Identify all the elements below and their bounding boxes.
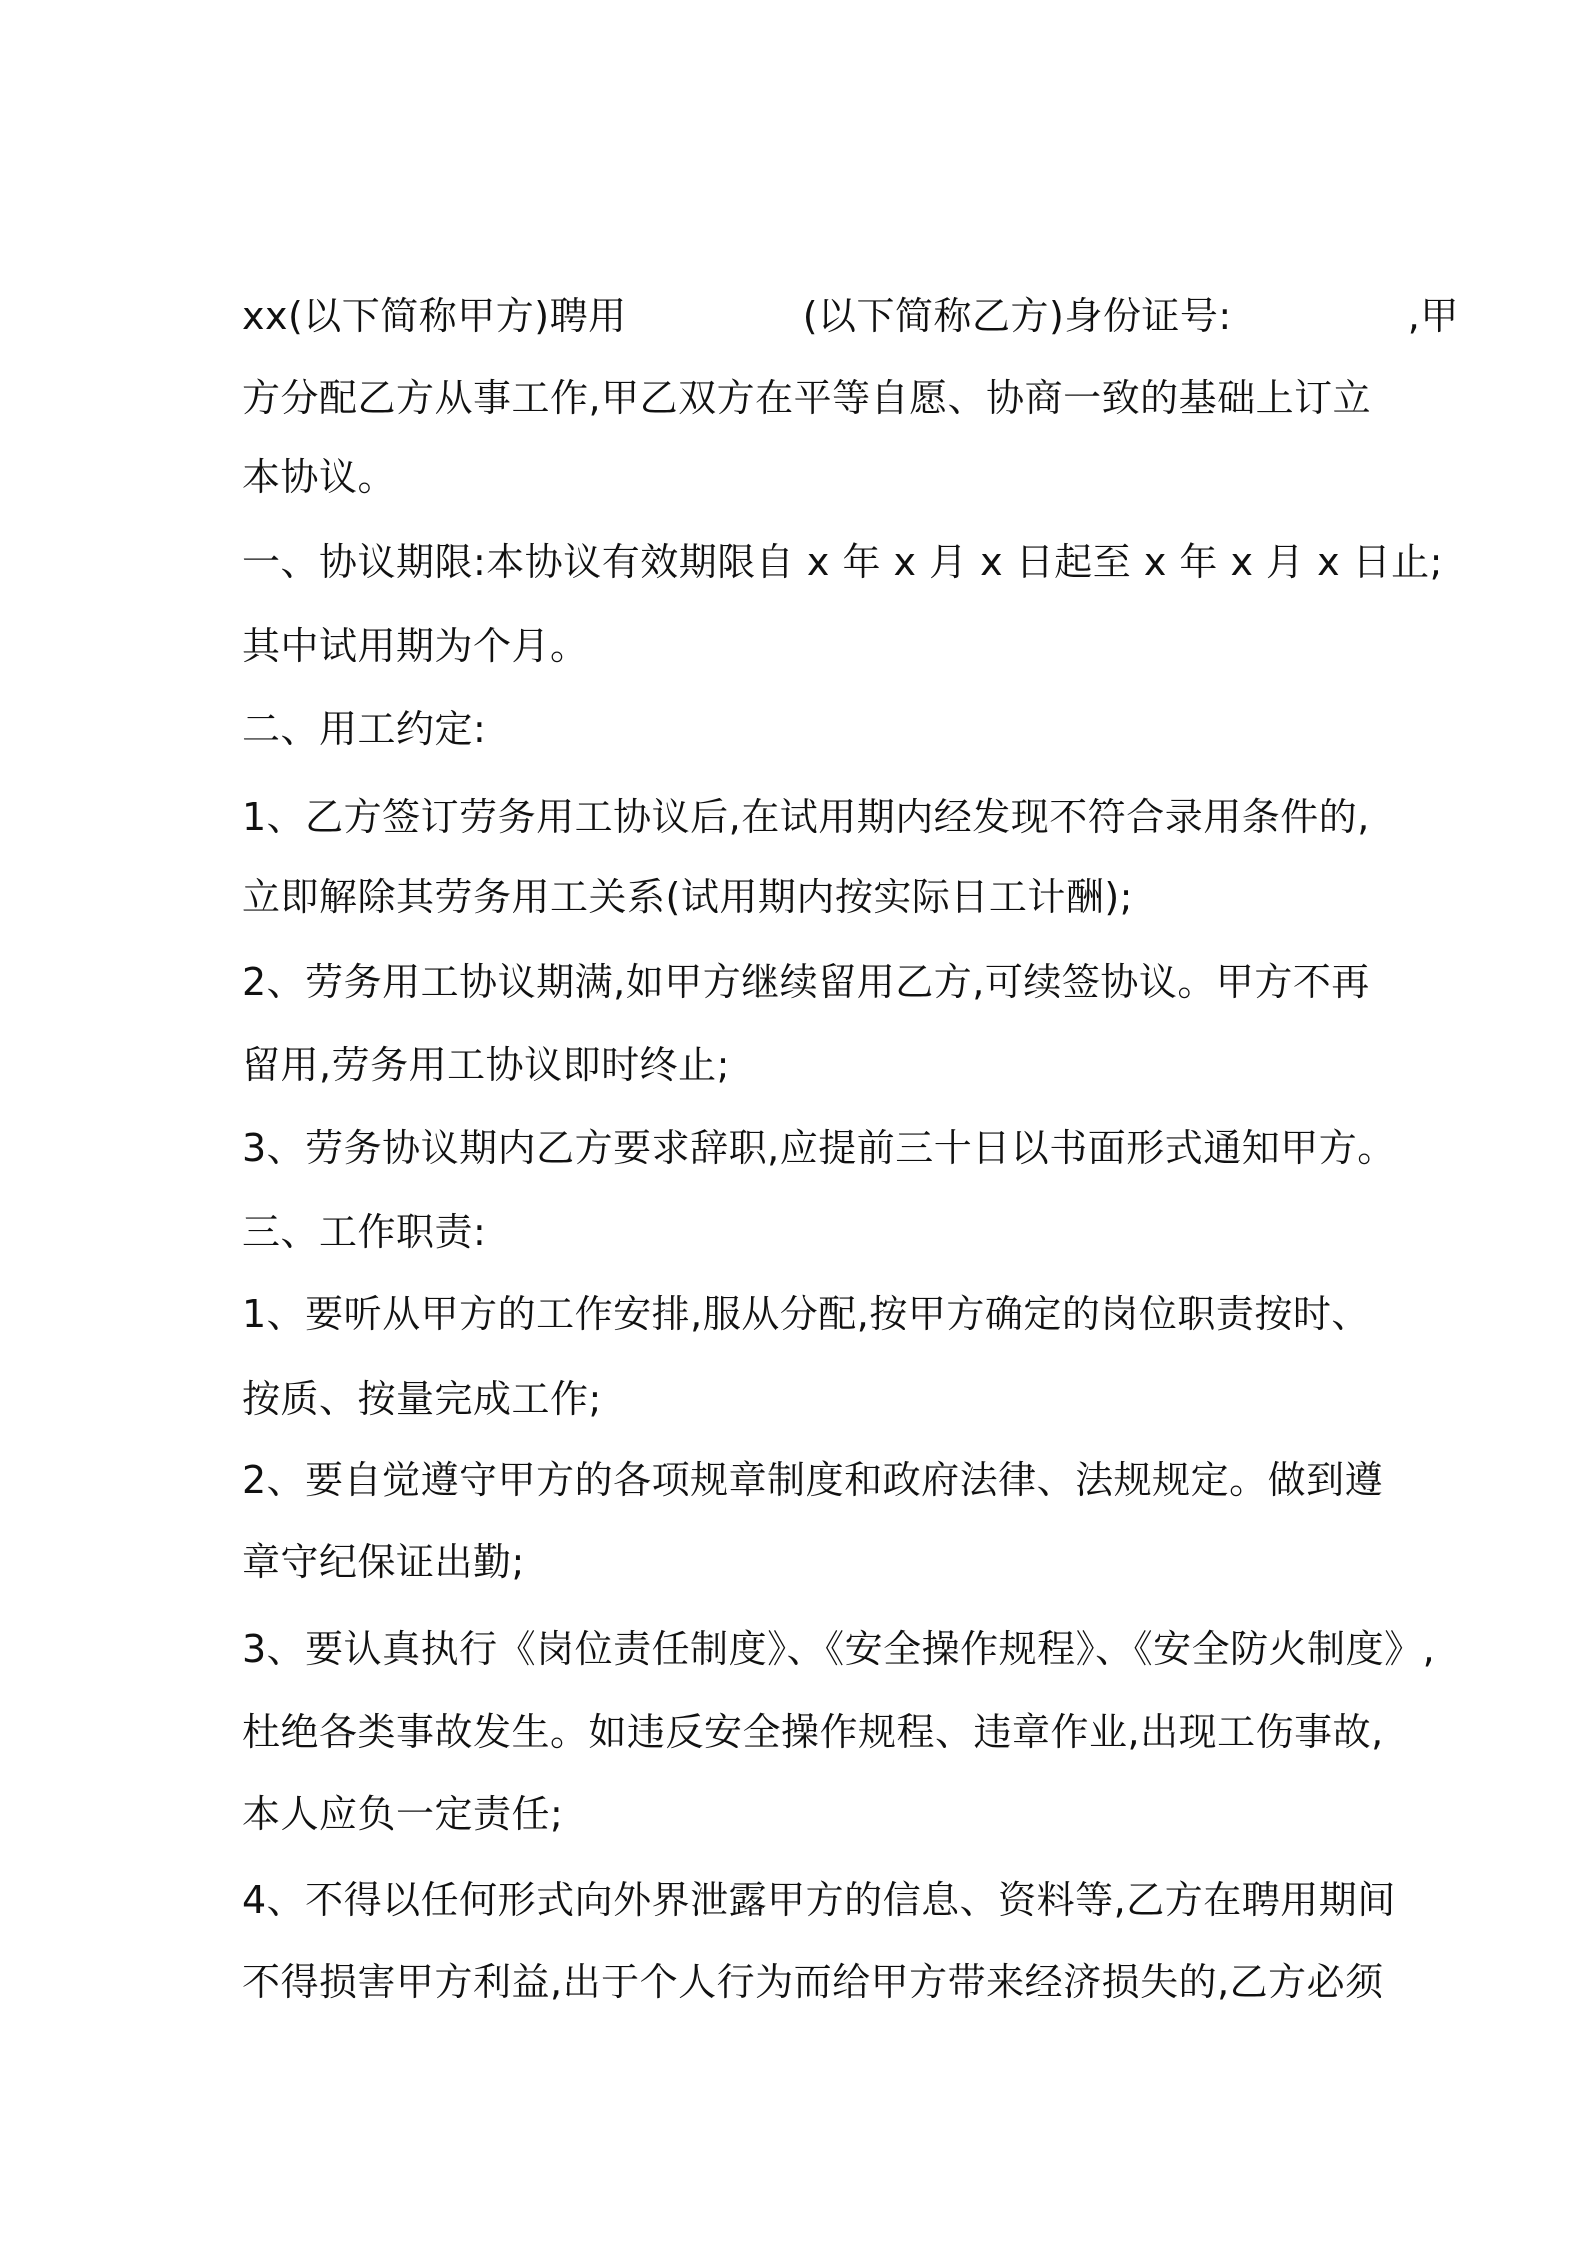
duties-item-3-line-3: 本人应负一定责任; — [242, 1792, 564, 1836]
section-heading-duties: 三、工作职责: — [242, 1210, 487, 1254]
duties-item-3-line-2: 杜绝各类事故发生。如违反安全操作规程、违章作业,出现工伤事故, — [242, 1710, 1384, 1754]
clause-term-line-1: 一、协议期限:本协议有效期限自 x 年 x 月 x 日起至 x 年 x 月 x 日止; — [242, 540, 1443, 584]
employment-item-1-line-1: 1、乙方签订劳务用工协议后,在试用期内经发现不符合录用条件的, — [242, 795, 1370, 839]
duties-item-4-line-2: 不得损害甲方利益,出于个人行为而给甲方带来经济损失的,乙方必须 — [242, 1960, 1384, 2004]
duties-item-1-line-1: 1、要听从甲方的工作安排,服从分配,按甲方确定的岗位职责按时、 — [242, 1292, 1370, 1336]
section-heading-employment: 二、用工约定: — [242, 707, 487, 751]
duties-item-2-line-1: 2、要自觉遵守甲方的各项规章制度和政府法律、法规规定。做到遵 — [242, 1458, 1384, 1502]
employment-item-3-line-1: 3、劳务协议期内乙方要求辞职,应提前三十日以书面形式通知甲方。 — [242, 1126, 1396, 1170]
duties-item-1-line-2: 按质、按量完成工作; — [242, 1377, 602, 1421]
employment-item-2-line-1: 2、劳务用工协议期满,如甲方继续留用乙方,可续签协议。甲方不再 — [242, 960, 1370, 1004]
paragraph-intro-line-3: 本协议。 — [242, 455, 397, 499]
duties-item-2-line-2: 章守纪保证出勤; — [242, 1540, 525, 1584]
duties-item-4-line-1: 4、不得以任何形式向外界泄露甲方的信息、资料等,乙方在聘用期间 — [242, 1878, 1396, 1922]
paragraph-intro-line-1: xx(以下简称甲方)聘用 (以下简称乙方)身份证号: ,甲 — [242, 294, 1459, 338]
employment-item-1-line-2: 立即解除其劳务用工关系(试用期内按实际日工计酬); — [242, 875, 1133, 919]
clause-term-line-2: 其中试用期为个月。 — [242, 624, 589, 668]
paragraph-intro-line-2: 方分配乙方从事工作,甲乙双方在平等自愿、协商一致的基础上订立 — [242, 376, 1372, 420]
duties-item-3-line-1: 3、要认真执行《岗位责任制度》、《安全操作规程》、《安全防火制度》, — [242, 1627, 1436, 1671]
employment-item-2-line-2: 留用,劳务用工协议即时终止; — [242, 1043, 730, 1087]
